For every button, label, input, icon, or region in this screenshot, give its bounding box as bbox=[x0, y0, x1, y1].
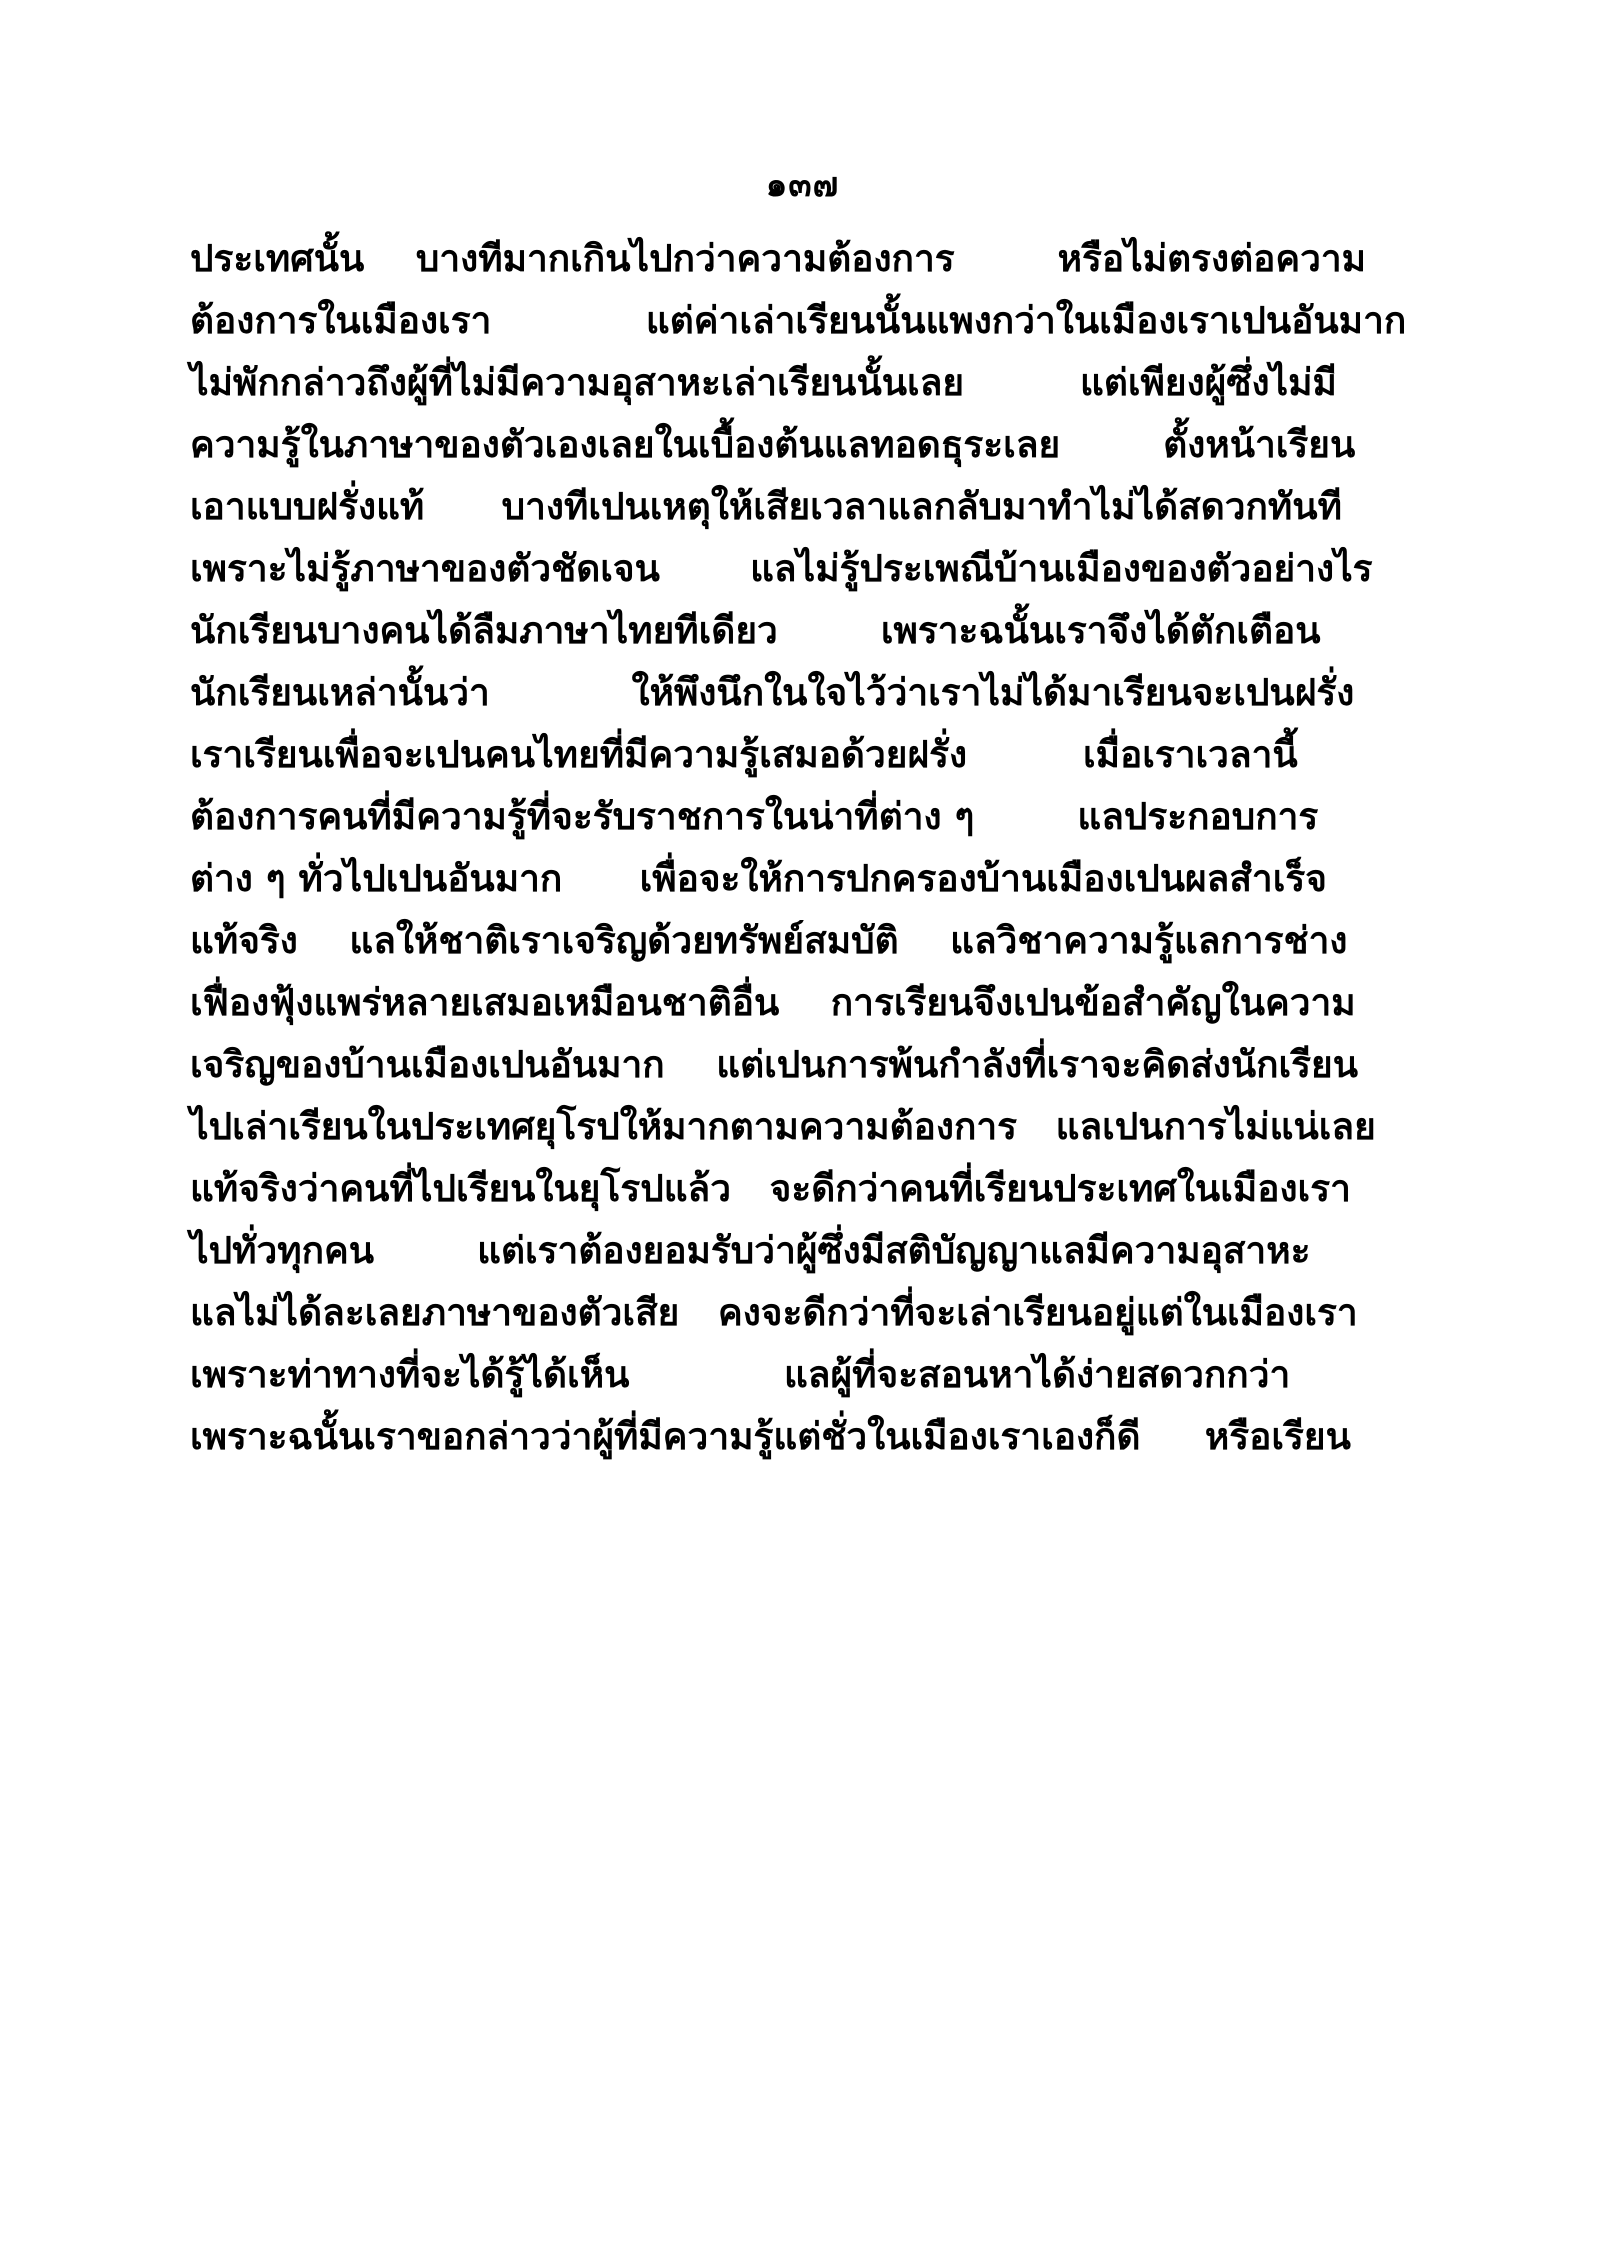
text-line: เพราะไม่รู้ภาษาของตัวชัดเจน แลไม่รู้ประเพณีบ้านเมืองของตัวอย่างไร bbox=[190, 547, 1373, 590]
text-line: แท้จริง แลให้ชาติเราเจริญด้วยทรัพย์สมบัติ แลวิชาความรู้แลการช่าง bbox=[190, 919, 1348, 962]
text-line: แท้จริงว่าคนที่ไปเรียนในยุโรปแล้ว จะดีกว่าคนที่เรียนประเทศในเมืองเรา bbox=[190, 1167, 1351, 1210]
text-line: เพราะฉนั้นเราขอกล่าวว่าผู้ที่มีความรู้แต่ชั่วในเมืองเราเองก็ดี หรือเรียน bbox=[190, 1415, 1351, 1458]
text-line: แลไม่ได้ละเลยภาษาของตัวเสีย คงจะดีกว่าที่จะเล่าเรียนอยู่แต่ในเมืองเรา bbox=[190, 1291, 1358, 1334]
text-line: เจริญของบ้านเมืองเปนอันมาก แต่เปนการพ้นกำลังที่เราจะคิดส่งนักเรียน bbox=[190, 1043, 1359, 1086]
text-line: ไม่พักกล่าวถึงผู้ที่ไม่มีความอุสาหะเล่าเรียนนั้นเลย แต่เพียงผู้ซึ่งไม่มี bbox=[190, 361, 1337, 404]
text-line: ต่าง ๆ ทั่วไปเปนอันมาก เพื่อจะให้การปกครองบ้านเมืองเปนผลสำเร็จ bbox=[190, 857, 1327, 900]
text-line: ต้องการในเมืองเรา แต่ค่าเล่าเรียนนั้นแพงกว่าในเมืองเราเปนอันมาก bbox=[190, 299, 1407, 342]
text-line: ความรู้ในภาษาของตัวเองเลยในเบื้องต้นแลทอดธุระเลย ตั้งหน้าเรียน bbox=[190, 423, 1356, 466]
page-number: ๑๓๗ bbox=[765, 165, 840, 205]
text-line: เราเรียนเพื่อจะเปนคนไทยที่มีความรู้เสมอด้วยฝรั่ง เมื่อเราเวลานี้ bbox=[190, 733, 1298, 776]
text-line: ไปเล่าเรียนในประเทศยุโรปให้มากตามความต้องการ แลเปนการไม่แน่เลย bbox=[190, 1105, 1376, 1148]
text-line: ประเทศนั้น บางทีมากเกินไปกว่าความต้องการ หรือไม่ตรงต่อความ bbox=[190, 237, 1367, 280]
text-line: เอาแบบฝรั่งแท้ บางทีเปนเหตุให้เสียเวลาแลกลับมาทำไม่ได้สดวกทันที bbox=[190, 485, 1342, 528]
text-line: ต้องการคนที่มีความรู้ที่จะรับราชการในน่าที่ต่าง ๆ แลประกอบการ bbox=[190, 795, 1319, 838]
text-line: เพราะท่าทางที่จะได้รู้ได้เห็น แลผู้ที่จะสอนหาได้ง่ายสดวกกว่า bbox=[190, 1353, 1291, 1396]
text-line: ไปทั่วทุกคน แต่เราต้องยอมรับว่าผู้ซึ่งมีสติบัญญาแลมีความอุสาหะ bbox=[190, 1229, 1311, 1272]
text-line: นักเรียนบางคนได้ลืมภาษาไทยทีเดียว เพราะฉนั้นเราจึงได้ตักเตือน bbox=[190, 609, 1321, 652]
text-line: เฟื่องฟุ้งแพร่หลายเสมอเหมือนชาติอื่น การเรียนจึงเปนข้อสำคัญในความ bbox=[190, 981, 1356, 1024]
text-line: นักเรียนเหล่านั้นว่า ให้พึงนึกในใจไว้ว่าเราไม่ได้มาเรียนจะเปนฝรั่ง bbox=[190, 671, 1355, 714]
body-text bbox=[190, 237, 1425, 1480]
